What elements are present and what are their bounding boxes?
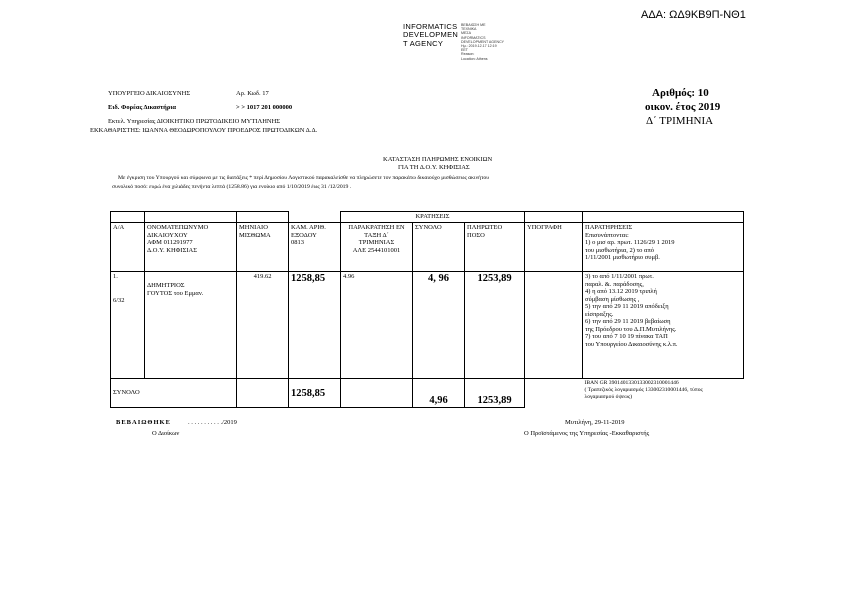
payment-table	[110, 211, 744, 408]
header-line: ΠΟΣΟ	[467, 231, 485, 239]
note-line: 3) το από 1/11/2001 πρωτ.	[585, 273, 654, 280]
doc-title: ΚΑΤΑΣΤΑΣΗ ΠΛΗΡΩΜΗΣ ΕΝΟΙΚΙΩΝ	[383, 156, 493, 163]
stamp-line: Reason:	[461, 52, 475, 57]
cell-ypografh	[525, 272, 583, 379]
header-line: ΚΑΜ. ΑΡΙΘ.	[291, 224, 326, 231]
header-plhrwteo	[465, 223, 525, 272]
signature-stamp	[461, 23, 504, 61]
stamp-line: DEVELOPMENT AGENCY	[461, 39, 505, 44]
header-paratirhseis	[583, 223, 744, 272]
cell-name	[145, 272, 237, 379]
header-mhniaio	[237, 223, 289, 272]
header-line: 0813	[291, 239, 304, 246]
header-aa: Α/Α	[111, 223, 145, 272]
cell-aa	[111, 272, 145, 379]
bebaiothike-label: ΒΕΒΑΙΩΘΗΚΕ	[116, 419, 171, 426]
note-line: του Υπουργείου Δικαιοσύνης κ.λ.π.	[585, 340, 678, 348]
note-line: παραλ. &. παράδοσης,	[585, 280, 644, 288]
table-cell	[111, 212, 145, 223]
place-date: Μυτιλήνη, 29-11-2019	[565, 419, 625, 426]
table-header-row	[111, 223, 744, 272]
total-kae: 1258,85	[289, 379, 341, 408]
ar-kod: Αρ. Κωδ. 17	[236, 90, 269, 97]
row-ref: 6/32	[113, 296, 125, 304]
ada-code: ΑΔΑ: ΩΔ9ΚΒ9Π-ΝΘ1	[641, 9, 746, 21]
ministry-name: ΥΠΟΥΡΓΕΙΟ ΔΙΚΑΙΟΣΥΝΗΣ	[108, 90, 191, 97]
kratiseis-header: ΚΡΑΤΗΣΕΙΣ	[341, 212, 525, 223]
cell-mhniaio: 419.62	[237, 272, 289, 379]
note-line: 7) του από 7 10 19 πίνακα ΤΑΠ	[585, 333, 668, 340]
header-afm: ΑΦΜ 011291977	[147, 239, 193, 246]
header-synolo: ΣΥΝΟΛΟ	[413, 223, 465, 272]
intro-line-1: Με έγκριση του Υπουργού και σύμφωνα με τις διατάξεις * περί Δημοσίου Λογιστικού παρακαλείσθε να πληρώσετε τον παρακάτω δικαιούχο μισθώσεως ακινήτου	[118, 175, 490, 181]
bank-account-type: λογαριασμού όψεως)	[584, 394, 633, 400]
oikon-etos: οικον. έτος 2019	[645, 101, 721, 113]
table-cell	[341, 379, 413, 408]
note-line: 6) την από 29 11 2019 βεβαίωση	[585, 318, 671, 325]
header-line: ΤΑΞΗ Δ΄	[364, 231, 389, 239]
table-cell	[583, 212, 744, 223]
table-top-row	[111, 212, 744, 223]
note-line: σύμβαση μίσθωσης ,	[585, 295, 640, 303]
note-line: είσπραξης.	[585, 310, 614, 318]
stamp-line: ΒΕΒΑΙΩΣΗ ΜΕ	[461, 23, 486, 27]
cell-synolo: 4, 96	[413, 272, 465, 379]
stamp-line: Ημ.: 2019.12.17 12:19	[461, 44, 497, 49]
beneficiary-surname: ΓΟΥΤΟΣ του Εμμαν.	[147, 289, 204, 297]
header-line: ΜΙΣΘΩΜΑ	[239, 231, 271, 239]
header-line: ΠΑΡΑΚΡΑΤΗΣΗ ΕΝ	[348, 224, 405, 231]
logo-line: DEVELOPMEN	[403, 30, 459, 40]
header-line: ΤΡΙΜΗΝΙΑΣ	[358, 239, 395, 246]
total-plhrwteo: 1253,89	[465, 379, 525, 408]
doc-subtitle: ΓΙΑ ΤΗ Δ.Ο.Υ. ΚΗΦΙΣΙΑΣ	[398, 164, 470, 171]
header-kae	[289, 223, 341, 272]
eid-foreas: Ειδ. Φορέας Δικαστήρια	[108, 104, 176, 111]
table-cell	[525, 212, 583, 223]
dioikon-role: Ο Διοίκων	[152, 430, 180, 437]
table-cell	[289, 212, 341, 223]
eid-foreas-code: > > 1017 201 000000	[236, 104, 293, 111]
header-name	[145, 223, 237, 272]
cell-plhrwteo: 1253,89	[465, 272, 525, 379]
ekkatharistis: ΕΚΚΑΘΑΡΙΣΤΗΣ: ΙΩΑΝΝΑ ΘΕΟΔΩΡΟΠΟΥΛΟΥ ΠΡΟΕΔΡΟΣ ΠΡΩΤΟΔΙΚΩΝ Δ.Δ.	[90, 127, 318, 134]
cell-kae: 1258,85	[289, 272, 341, 379]
stamp-line: Location: Athens	[461, 56, 488, 61]
table-cell	[237, 379, 289, 408]
note-line: 1) ο μισ αρ. πρωτ. 1126/29 1 2019	[585, 239, 675, 246]
note-line: του μισθωτήρια, 2) το από	[585, 246, 654, 254]
row-number: 1.	[113, 273, 118, 280]
beneficiary-name: ΔΗΜΗΤΡΙΟΣ	[147, 282, 185, 289]
header-line: ΑΛΕ 2544101001	[352, 246, 401, 254]
header-line: ΜΗΝΙΑΙΟ	[239, 224, 268, 231]
note-line: 1/11/2001 μισθωτήριο συμβ.	[585, 254, 660, 261]
iban-number: IBAN GR 3901401330133002310001446	[584, 380, 679, 386]
header-ypografh: ΥΠΟΓΡΑΦΗ	[525, 223, 583, 272]
logo-line: T AGENCY	[403, 38, 444, 48]
stamp-line: ΤΕΧΝΙΚΑ	[461, 27, 477, 32]
table-total-row	[111, 379, 744, 408]
note-line: 4) η από 13.12 2019 τριπλή	[585, 288, 657, 295]
table-cell	[145, 212, 237, 223]
bebaiothike-date: . . . . . . . . . . ./2019	[188, 419, 237, 426]
trimhnia: Δ΄ ΤΡΙΜΗΝΙΑ	[646, 115, 714, 127]
total-label: ΣΥΝΟΛΟ	[111, 379, 237, 408]
cell-parakratisi: 4.96	[341, 272, 413, 379]
table-row	[111, 272, 744, 379]
arithmos: Αριθμός: 10	[652, 87, 709, 99]
note-line: 5) την από 29 11 2019 απόδειξη	[585, 303, 669, 310]
header-line: Επισυνάπτονται:	[585, 231, 629, 239]
iban-info	[583, 379, 744, 408]
table-cell	[525, 379, 583, 408]
logo	[403, 23, 458, 48]
stamp-line: INFORMATICS	[461, 35, 486, 40]
ekkatharistis-role: Ο Προϊστάμενος της Υπηρεσίας -Εκκαθαριστής	[524, 430, 650, 437]
intro-line-2: συνολικό ποσό: ευρώ ένα χιλιάδες πενήντα λεπτά (1258.86) για ενοίκιο από 1/10/2019 έως 31 /12/2019 .	[112, 184, 352, 190]
cell-paratirhseis	[583, 272, 744, 379]
header-name-line: ΔΙΚΑΙΟΥΧΟΥ	[147, 231, 188, 239]
header-parakratisi	[341, 223, 413, 272]
header-doy: Δ.Ο.Υ. ΚΗΦΙΣΙΑΣ	[147, 246, 197, 254]
total-synolo: 4,96	[413, 379, 465, 408]
header-name-line: ΟΝΟΜΑΤΕΠΩΝΥΜΟ	[147, 224, 209, 231]
table-cell	[237, 212, 289, 223]
note-line: της Πρόεδρου του Δ.Π.Μυτιλήνης.	[585, 325, 677, 333]
header-line: ΕΞΟΔΟΥ	[291, 231, 317, 239]
stamp-line: ΜΕΣΑ	[461, 31, 472, 36]
header-line: ΠΑΡΑΤΗΡΗΣΕΙΣ	[585, 224, 633, 231]
stamp-line: EET	[461, 48, 468, 53]
logo-line: INFORMATICS	[403, 22, 458, 31]
bank-account: ( Τραπεζικός λογαριασμός 133002310001446, τύπος	[584, 387, 703, 393]
header-line: ΠΛΗΡΩΤΕΟ	[467, 224, 503, 231]
ektel-line: Εκτελ. Υπηρεσίας ΔΙΟΙΚΗΤΙΚΟ ΠΡΩΤΟΔΙΚΕΙΟ ΜΥΤΙΛΗΝΗΣ	[108, 118, 281, 125]
